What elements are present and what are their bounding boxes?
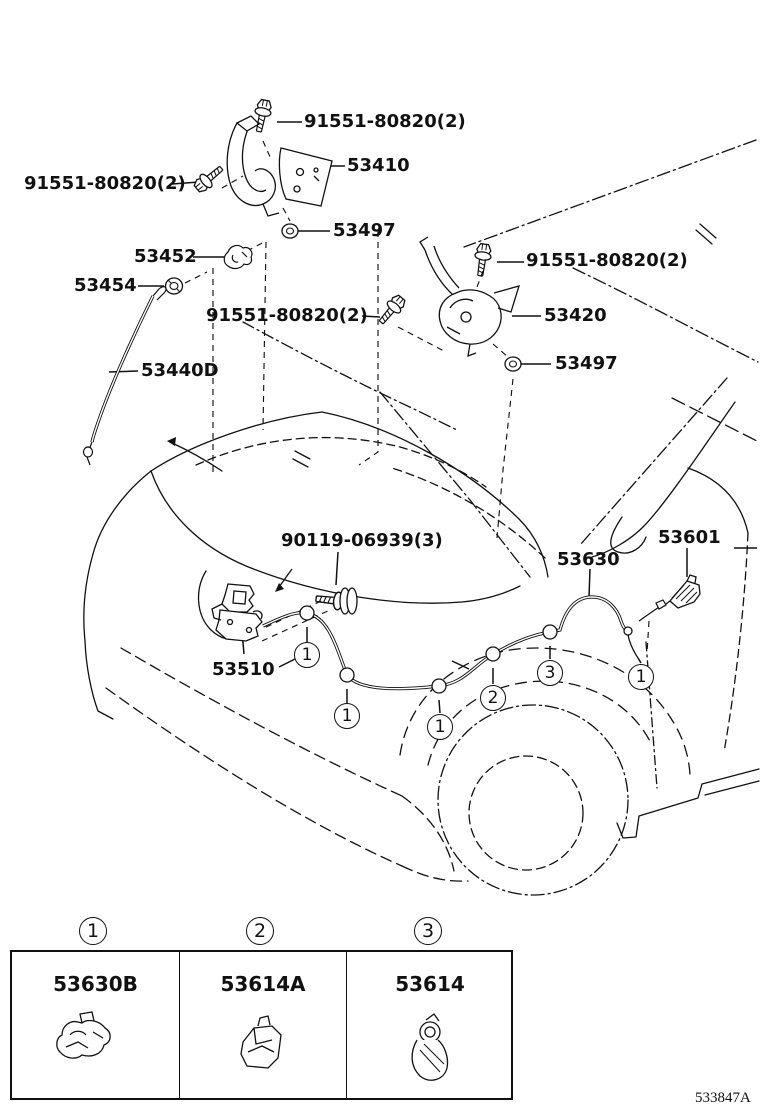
part-label-release-cable: 53630 [557, 549, 620, 570]
legend-part-number: 53614A [220, 972, 306, 996]
legend-marker: 2 [253, 920, 267, 942]
part-label-washer-lower: 53497 [555, 353, 618, 374]
legend-cell-1 [12, 952, 180, 1098]
release-cable-drawing [263, 597, 666, 693]
legend-cell-2 [180, 952, 347, 1098]
callout-number: 1 [341, 706, 353, 726]
callout-1-marker [334, 703, 360, 729]
legend-table [10, 950, 513, 1100]
legend-header-3 [414, 917, 442, 945]
callout-2-marker [480, 685, 506, 711]
hood-lock-drawing [212, 584, 262, 641]
legend-cell-3 [347, 952, 513, 1098]
callout-number: 1 [635, 667, 647, 687]
part-label-bolt-top: 91551-80820(2) [304, 111, 466, 132]
grommet-53454-drawing [166, 278, 183, 294]
cable-clamp-points [300, 606, 632, 693]
hood-hinge-53420-drawing [420, 237, 519, 356]
callout-1-marker [628, 664, 654, 690]
part-label-lock-bolt: 90119-06939(3) [281, 530, 443, 551]
part-label-washer-upper: 53497 [333, 220, 396, 241]
legend-part-number: 53630B [53, 972, 138, 996]
legend-header-1 [79, 917, 107, 945]
callout-1-marker [294, 642, 320, 668]
legend-marker: 3 [421, 920, 435, 942]
bolt-91551-left [192, 162, 227, 195]
callout-number: 1 [301, 645, 313, 665]
part-label-bolt-mid: 91551-80820(2) [206, 305, 368, 326]
washer-53497-upper [282, 224, 298, 238]
callout-number: 2 [487, 688, 499, 708]
legend-header-2 [246, 917, 274, 945]
part-label-clip: 53452 [134, 246, 197, 267]
part-label-bolt-left: 91551-80820(2) [24, 173, 186, 194]
bolt-91551-top [251, 99, 273, 134]
bolt-90119-drawing [315, 588, 357, 614]
callout-3-marker [537, 660, 563, 686]
clip-53452-drawing [224, 245, 252, 268]
part-label-grommet: 53454 [74, 275, 137, 296]
callout-number: 3 [544, 663, 556, 683]
part-label-bolt-right: 91551-80820(2) [526, 250, 688, 271]
pointer-arrow [275, 569, 292, 592]
part-label-support-rod: 53440D [141, 360, 219, 381]
locator-dashed-lines [185, 141, 649, 653]
washer-53497-lower [505, 357, 521, 371]
figure-code: 533847A [695, 1090, 751, 1106]
release-handle-drawing [666, 575, 700, 608]
part-label-hood-lock: 53510 [212, 659, 275, 680]
part-label-release-handle: 53601 [658, 527, 721, 548]
legend-marker: 1 [86, 920, 100, 942]
bolt-91551-mid [375, 293, 408, 328]
callout-number: 1 [434, 717, 446, 737]
part-label-hinge-lower: 53420 [544, 305, 607, 326]
legend-part-number: 53614 [395, 972, 465, 996]
part-label-hinge-upper: 53410 [347, 155, 410, 176]
callout-1-marker [427, 714, 453, 740]
